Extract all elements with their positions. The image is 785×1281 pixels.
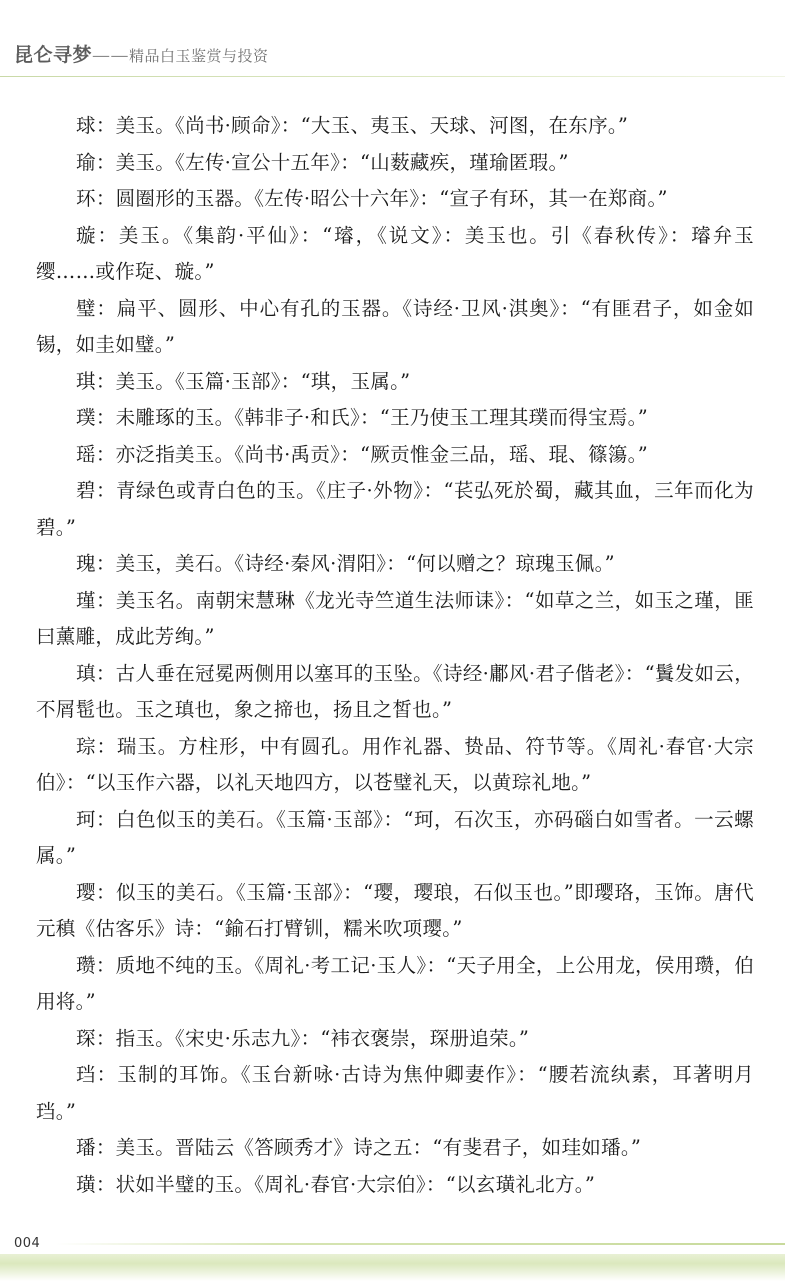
- glossary-entry: [36, 473, 754, 546]
- entry-term: 珰: [76, 1063, 97, 1086]
- entry-term: 琛: [76, 1026, 96, 1050]
- entry-text: ：美玉名。南朝宋慧琳《龙光寺竺道生法师诔》：“如草之兰，如玉之瑾，匪曰薰雕，成此芳绚。”: [36, 588, 754, 648]
- entry-text: ：瑞玉。方柱形，中有圆孔。用作礼器、贽品、符节等。《周礼·春官·大宗伯》：“以玉作六器，以礼天地四方，以苍璧礼天，以黄琮礼地。”: [36, 734, 754, 794]
- entry-term: 璞: [76, 406, 96, 429]
- entry-term: 璠: [76, 1136, 96, 1159]
- entry-text: ：扁平、圆形、中心有孔的玉器。《诗经·卫风·淇奥》：“有匪君子，如金如锡，如圭如璧。”: [36, 296, 754, 356]
- entry-text: ：亦泛指美玉。《尚书·禹贡》：“厥贡惟金三品，瑶、琨、篠簜。”: [95, 442, 648, 466]
- entry-term: 瑰: [76, 552, 96, 575]
- title-dash: ——: [92, 45, 130, 66]
- entry-text: ：美玉，美石。《诗经·秦风·渭阳》：“何以赠之？琼瑰玉佩。”: [95, 552, 615, 575]
- glossary-entry: [36, 656, 754, 729]
- glossary-entry: [36, 145, 754, 182]
- entry-term: 璜: [76, 1172, 96, 1196]
- entry-term: 碧: [76, 479, 97, 502]
- glossary-entry: [36, 108, 754, 145]
- glossary-entry: [36, 291, 754, 364]
- entry-text: ：玉制的耳饰。《玉台新咏·古诗为焦仲卿妻作》：“腰若流纨素，耳著明月珰。”: [36, 1063, 754, 1123]
- entry-term: 瑶: [76, 442, 96, 466]
- entry-text: ：状如半璧的玉。《周礼·春官·大宗伯》：“以玄璜礼北方。”: [95, 1172, 596, 1196]
- entry-text: ：美玉。《尚书·顾命》：“大玉、夷玉、天球、河图，在东序。”: [95, 114, 629, 137]
- entry-term: 瑜: [76, 150, 96, 174]
- page-number: 004: [14, 1236, 41, 1251]
- glossary-entry: [36, 729, 754, 802]
- glossary-entry: [36, 1130, 754, 1167]
- glossary-entry: [36, 400, 754, 437]
- footer-band: [0, 1254, 785, 1281]
- glossary-entry: [36, 948, 754, 1021]
- entry-text: ：美玉。晋陆云《答顾秀才》诗之五：“有斐君子，如珪如璠。”: [95, 1136, 642, 1159]
- glossary-body: [36, 108, 754, 1203]
- glossary-entry: [36, 546, 754, 583]
- entry-term: 瓒: [76, 953, 96, 977]
- entry-text: ：古人垂在冠冕两侧用以塞耳的玉坠。《诗经·鄘风·君子偕老》：“鬒发如云，不屑髢也。玉之瑱也，象之揥也，扬且之皙也。”: [36, 661, 754, 721]
- entry-text: ：似玉的美石。《玉篇·玉部》：“璎，璎琅，石似玉也。”即璎珞，玉饰。唐代元稹《估客乐》诗：“鍮石打臂钏，糯米吹项璎。”: [36, 880, 754, 940]
- page-header: [0, 0, 785, 78]
- entry-term: 璎: [76, 880, 96, 904]
- glossary-entry: [36, 437, 754, 474]
- glossary-entry: [36, 181, 754, 218]
- entry-term: 琮: [76, 734, 97, 758]
- glossary-entry: [36, 1021, 754, 1058]
- entry-text: ：质地不纯的玉。《周礼·考工记·玉人》：“天子用全，上公用龙，侯用瓒，伯用将。”: [36, 953, 754, 1013]
- glossary-entry: [36, 1167, 754, 1204]
- glossary-entry: [36, 802, 754, 875]
- entry-term: 环: [76, 187, 96, 210]
- entry-text: ：未雕琢的玉。《韩非子·和氏》：“王乃使玉工理其璞而得宝焉。”: [95, 406, 648, 429]
- entry-text: ：指玉。《宋史·乐志九》：“袆衣褒崇，琛册追荣。”: [95, 1026, 530, 1050]
- entry-text: ：青绿色或青白色的玉。《庄子·外物》：“苌弘死於蜀，藏其血，三年而化为碧。”: [36, 479, 754, 539]
- entry-text: ：美玉。《玉篇·玉部》：“琪，玉属。”: [95, 369, 411, 393]
- entry-term: 瑾: [76, 588, 96, 612]
- glossary-entry: [36, 364, 754, 401]
- glossary-entry: [36, 1057, 754, 1130]
- entry-term: 瑱: [76, 661, 96, 685]
- book-subtitle: 精品白玉鉴赏与投资: [129, 47, 269, 65]
- entry-term: 琪: [76, 369, 96, 393]
- entry-text: ：美玉。《左传·宣公十五年》：“山薮藏疾，瑾瑜匿瑕。”: [95, 150, 569, 174]
- entry-text: ：美玉。《集韵·平仙》：“璿，《说文》：美玉也。引《春秋传》：璿弁玉缨……或作琁、璇。”: [36, 223, 754, 283]
- entry-term: 珂: [76, 807, 97, 831]
- book-title-main: 昆仑寻梦: [14, 44, 93, 66]
- glossary-entry: [36, 875, 754, 948]
- entry-term: 璧: [76, 296, 97, 320]
- entry-term: 球: [76, 114, 96, 137]
- entry-term: 璇: [76, 223, 98, 247]
- footer-rule: [56, 1243, 785, 1245]
- entry-text: ：圆圈形的玉器。《左传·昭公十六年》：“宣子有环，其一在郑商。”: [95, 187, 668, 210]
- glossary-entry: [36, 583, 754, 656]
- book-title: [14, 40, 269, 67]
- header-rule: [0, 76, 785, 77]
- entry-text: ：白色似玉的美石。《玉篇·玉部》：“珂，石次玉，亦码碯白如雪者。一云螺属。”: [36, 807, 754, 867]
- glossary-entry: [36, 218, 754, 291]
